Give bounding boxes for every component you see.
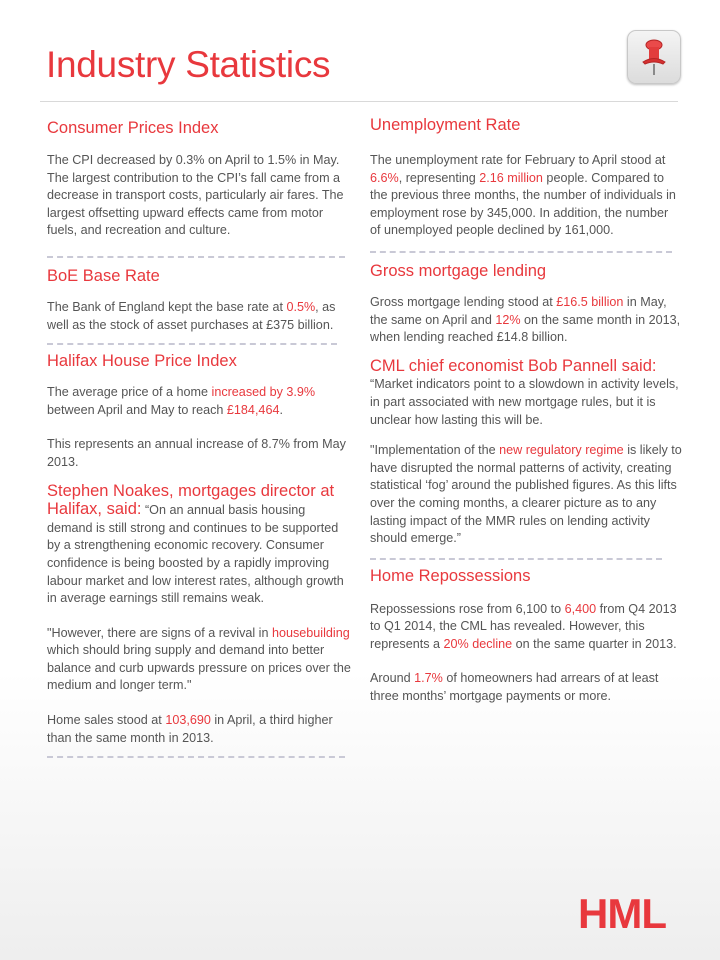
hml-logo: HML	[578, 890, 666, 937]
repo-t1: Repossessions rose from 6,100 to	[370, 601, 565, 616]
unemployment-heading: Unemployment Rate	[370, 116, 521, 134]
boe-text-2: , as well as the stock of asset purchases at £375 billion.	[47, 299, 336, 332]
cml-quote-2	[370, 442, 682, 548]
unemp-t2: , representing	[398, 170, 480, 185]
halifax-p1-1: The average price of a home	[47, 385, 212, 400]
mortgage-t3: on the same month in 2013, when lending reached £14.8 billion.	[370, 312, 681, 345]
mortgage-amount-highlight: £16.5 billion	[556, 294, 624, 309]
cml-q2-1: "Implementation of the	[370, 443, 500, 458]
halifax-p1-3: .	[279, 402, 283, 417]
right-column	[370, 114, 682, 706]
unemployment-count-highlight: 2.16 million	[479, 170, 543, 185]
mortgage-growth-highlight: 12%	[495, 312, 521, 327]
home-sales-1: Home sales stood at	[47, 713, 166, 728]
mortgage-t2: in May, the same on April and	[370, 294, 667, 327]
cpi-heading: Consumer Prices Index	[47, 119, 219, 137]
repossessions-decline-highlight: 20% decline	[443, 636, 513, 651]
unemp-t1: The unemployment rate for February to April stood at	[370, 153, 666, 167]
noakes-quote-2	[47, 625, 353, 695]
cpi-text: The CPI decreased by 0.3% on April to 1.5% in May. The largest contribution to the CPI’s fall came from a decrease in transport costs, particularly air fares. The largest offsetting upward effects came from motor fuels, and recreation and culture.	[47, 153, 344, 238]
section-divider	[370, 251, 672, 253]
section-divider	[47, 343, 337, 345]
halifax-increase-highlight: increased by 3.9%	[211, 385, 316, 400]
mortgage-text	[370, 294, 682, 347]
pin-button[interactable]	[627, 30, 681, 84]
noakes-quote-1: “On an annual basis housing demand is still strong and continues to be supported by a strengthening economic recovery. Consumer confidence is being boosted by a rapidly improving labour market and low interest rates, although growth in average earnings still remains weak.	[47, 503, 344, 606]
section-divider	[370, 558, 662, 560]
noakes-q2-1: "However, there are signs of a revival in	[47, 625, 272, 640]
page-title: Industry Statistics	[46, 44, 331, 85]
home-sales-highlight: 103,690	[165, 713, 211, 728]
noakes-quote	[47, 483, 353, 608]
cml-quote-1: “Market indicators point to a slowdown in activity levels, in part associated with new mortgage rules, but it is unclear how lasting this will be.	[370, 377, 679, 427]
boe-text-1: The Bank of England kept the base rate at	[47, 299, 287, 314]
boe-rate-highlight: 0.5%	[286, 299, 316, 314]
repo-t2: from Q4 2013 to Q1 2014, the CML has revealed. However, this represents a	[370, 601, 677, 651]
boe-text	[47, 299, 353, 334]
unemployment-text	[370, 152, 682, 240]
arrears-highlight: 1.7%	[414, 671, 443, 686]
halifax-heading: Halifax House Price Index	[47, 352, 237, 371]
arrears-text	[370, 670, 682, 705]
repossessions-heading: Home Repossessions	[370, 566, 531, 585]
mortgage-heading: Gross mortgage lending	[370, 261, 547, 280]
arrears-1: Around	[370, 671, 415, 686]
cml-q2-2: is likely to have disrupted the normal patterns of activity, creating statistical ‘fog’ around the published figures. As this lifts over the coming months, a clearer picture as to any lasting impact of the MMR rules on lending activity should emerge.”	[370, 443, 682, 546]
unemployment-rate-highlight: 6.6%	[370, 170, 399, 185]
noakes-q2-2: which should bring supply and demand into better balance and curb upwards pressure on prices over the medium and longer term."	[47, 643, 351, 693]
housebuilding-highlight: housebuilding	[271, 625, 350, 640]
unemp-t3: people. Compared to the previous three months, the number of individuals in employment rose by 345,000. In addition, the number of unemployed people declined by 161,000.	[370, 170, 676, 238]
cml-quote	[370, 358, 682, 429]
section-divider	[47, 256, 345, 258]
halifax-text-1	[47, 384, 353, 419]
halifax-p1-2: between April and May to reach	[47, 402, 227, 417]
halifax-text-2: This represents an annual increase of 8.7% from May 2013.	[47, 437, 346, 469]
title-divider	[40, 101, 678, 102]
noakes-heading: Stephen Noakes, mortgages director at Halifax, said:	[47, 481, 335, 519]
regulatory-regime-highlight: new regulatory regime	[499, 443, 624, 458]
pushpin-icon	[637, 38, 671, 76]
cml-heading: CML chief economist Bob Pannell said:	[370, 356, 657, 375]
section-divider	[47, 756, 345, 758]
home-sales-2: in April, a third higher than the same month in 2013.	[47, 713, 333, 745]
left-column	[47, 117, 353, 758]
arrears-2: of homeowners had arrears of at least three months’ mortgage payments or more.	[370, 671, 659, 704]
repo-t3: on the same quarter in 2013.	[512, 636, 677, 651]
halifax-price-highlight: £184,464	[226, 402, 280, 417]
boe-heading: BoE Base Rate	[47, 266, 160, 285]
home-sales-text	[47, 712, 353, 747]
mortgage-t1: Gross mortgage lending stood at	[370, 294, 557, 309]
repossessions-text	[370, 601, 682, 654]
repossessions-count-highlight: 6,400	[564, 601, 597, 616]
